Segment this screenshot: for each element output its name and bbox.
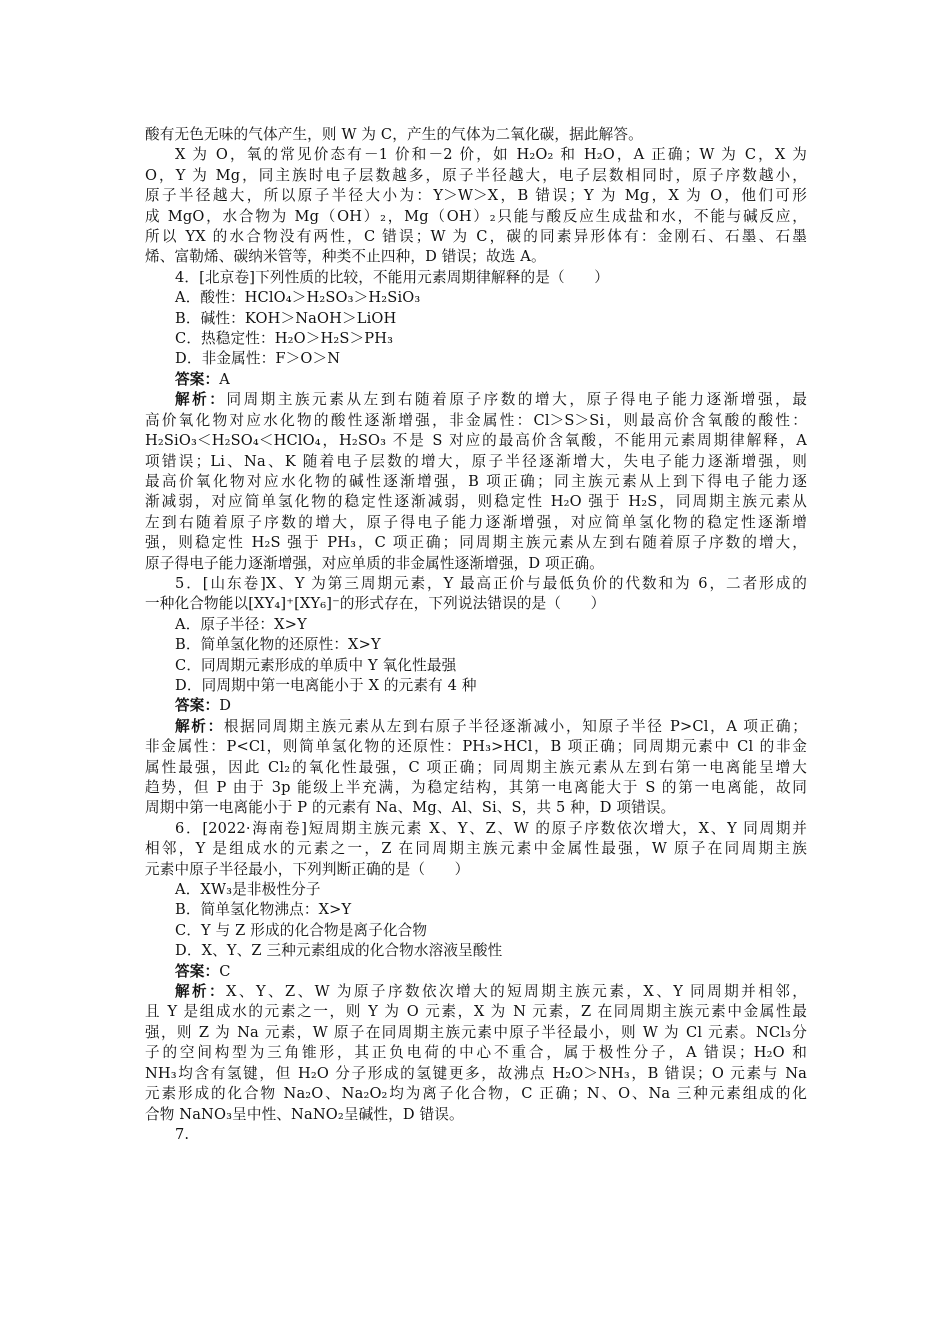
question-6-option-a: A．XW₃是非极性分子 <box>175 881 321 899</box>
question-4-analysis-line: 强，则稳定性 H₂S 强于 PH₃，C 项正确；同周期主族元素从左到右随着原子序数的增大， <box>145 534 807 552</box>
question-6-stem: 元素中原子半径最小，下列判断正确的是（ ） <box>145 860 470 878</box>
question-4-option-a: A．酸性：HClO₄＞H₂SO₃＞H₂SiO₃ <box>175 289 421 307</box>
question-7-stem: 7. <box>175 1125 190 1143</box>
answer-label: 答案： <box>175 697 220 715</box>
question-4-stem: 4．[北京卷]下列性质的比较，不能用元素周期律解释的是（ ） <box>175 268 609 286</box>
question-5-analysis-line: 周期中第一电离能小于 P 的元素有 Na、Mg、Al、Si、S，共 5 种，D 项错误。 <box>145 799 676 817</box>
analysis-text: 根据同周期主族元素从左到右原子半径逐渐减小，知原子半径 P>Cl，A 项正确； <box>223 717 807 735</box>
intro-paragraph-line: X 为 O，氧的常见价态有－1 价和－2 价，如 H₂O₂ 和 H₂O，A 正确；W 为 C，X 为 <box>175 146 807 164</box>
analysis-text: 同周期主族元素从左到右随着原子序数的增大，原子得电子能力逐渐增强，最 <box>226 391 807 409</box>
question-5-option-d: D．同周期中第一电离能小于 X 的元素有 4 种 <box>175 676 477 694</box>
answer-value: A <box>219 370 230 388</box>
question-4-option-b: B．碱性：KOH＞NaOH＞LiOH <box>175 309 397 327</box>
question-5-option-c: C．同周期元素形成的单质中 Y 氧化性最强 <box>175 656 457 674</box>
question-4-analysis-line: 左到右随着原子序数的增大，原子得电子能力逐渐增强，对应简单氢化物的稳定性逐渐增 <box>145 513 807 531</box>
answer-label: 答案： <box>175 370 220 388</box>
question-5-analysis-line: 属性最强，因此 Cl₂的氧化性最强，C 项正确；同周期主族元素从左到右第一电离能呈增大 <box>145 758 807 776</box>
intro-paragraph-line: 烯、富勒烯、碳纳米管等，种类不止四种，D 错误；故选 A。 <box>145 248 546 266</box>
question-6-analysis-line: 合物 NaNO₃呈中性、NaNO₂呈碱性，D 错误。 <box>145 1105 464 1123</box>
question-6-analysis-line: 子的空间构型为三角锥形，其正负电荷的中心不重合，属于极性分子，A 错误；H₂O 和 <box>145 1044 807 1062</box>
question-5-option-b: B．简单氢化物的还原性：X>Y <box>175 636 381 654</box>
intro-line: 酸有无色无味的气体产生，则 W 为 C，产生的气体为二氧化碳，据此解答。 <box>145 126 643 143</box>
question-4-analysis-line: 高价氧化物对应水化物的酸性逐渐增强，非金属性：Cl＞S＞Si，则最高价含氧酸的酸性： <box>145 411 807 429</box>
question-6-analysis-line: 元素形成的化合物 Na₂O、Na₂O₂均为离子化合物，C 正确；N、O、Na 三种元素组成的化 <box>145 1085 807 1103</box>
question-4-option-d: D．非金属性：F＞O＞N <box>175 350 341 368</box>
analysis-label: 解析： <box>175 717 224 735</box>
question-4-option-c: C．热稳定性：H₂O＞H₂S＞PH₃ <box>175 330 394 348</box>
question-4-answer <box>145 370 807 390</box>
document-page <box>145 125 807 1145</box>
question-4-analysis-line: H₂SiO₃＜H₂SO₄＜HClO₄，H₂SO₃ 不是 S 对应的最高价含氧酸，不能用元素周期律解释，A <box>145 432 807 450</box>
question-5-stem: 5．[山东卷]X、Y 为第三周期元素，Y 最高正价与最低负价的代数和为 6，二者形成的 <box>175 574 807 592</box>
question-6-analysis-line: 强，则 Z 为 Na 元素，W 原子在同周期主族元素中原子半径最小，则 W 为 Cl 元素。NCl₃分 <box>145 1023 807 1041</box>
analysis-text: X、Y、Z、W 为原子序数依次增大的短周期主族元素，X、Y 同周期并相邻， <box>226 983 807 1001</box>
question-5-stem: 一种化合物能以[XY₄]⁺[XY₆]⁻的形式存在，下列说法错误的是（ ） <box>145 595 606 613</box>
question-5-analysis-line: 趋势，但 P 由于 3p 能级上半充满，为稳定结构，其第一电离能大于 S 的第一电离能，故同 <box>145 779 807 796</box>
question-5-option-a: A．原子半径：X>Y <box>175 615 307 633</box>
question-6-stem: 相邻，Y 是组成水的元素之一，Z 在同周期主族元素中金属性最强，W 原子在同周期主族 <box>145 840 807 858</box>
question-6-answer <box>145 962 807 982</box>
intro-paragraph-line: 原子半径越大，所以原子半径大小为：Y＞W＞X，B 错误；Y 为 Mg，X 为 O，他们可形 <box>145 187 807 205</box>
intro-paragraph-line: O，Y 为 Mg，同主族时电子层数越多，原子半径越大，电子层数相同时，原子序数越小， <box>145 166 807 184</box>
question-4-analysis-line: 项错误；Li、Na、K 随着电子层数的增大，原子半径逐渐增大，失电子能力逐渐增强，则 <box>145 452 807 470</box>
question-6-stem: 6．[2022·海南卷]短周期主族元素 X、Y、Z、W 的原子序数依次增大，X、Y 同周期并 <box>175 819 807 837</box>
intro-paragraph-line: 成 MgO，水合物为 Mg（OH）₂，Mg（OH）₂只能与酸反应生成盐和水，不能与碱反应， <box>145 207 807 225</box>
question-6-analysis-line: NH₃均含有氢键，但 H₂O 分子形成的氢键更多，故沸点 H₂O＞NH₃，B 错误；O 元素与 Na <box>145 1064 807 1082</box>
intro-paragraph-line: 所以 YX 的水合物没有两性，C 错误；W 为 C，碳的同素异形体有：金刚石、石墨、石墨 <box>145 228 807 246</box>
question-6-analysis-line: 且 Y 是组成水的元素之一，则 Y 为 O 元素，X 为 N 元素，Z 在同周期主族元素中金属性最 <box>145 1003 807 1021</box>
question-4-analysis-line: 渐减弱，对应简单氢化物的稳定性逐渐减弱，则稳定性 H₂O 强于 H₂S，同周期主族元素从 <box>145 493 807 511</box>
question-6-option-d: D．X、Y、Z 三种元素组成的化合物水溶液呈酸性 <box>175 942 503 960</box>
question-5-analysis-line: 非金属性：P<Cl，则简单氢化物的还原性：PH₃>HCl，B 项正确；同周期元素中 Cl 的非金 <box>145 738 807 756</box>
question-5-analysis-line <box>145 717 807 737</box>
answer-label: 答案： <box>175 962 220 980</box>
analysis-label: 解析： <box>175 391 227 409</box>
question-4-analysis-line: 最高价氧化物对应水化物的碱性逐渐增强，B 项正确；同主族元素从上到下得电子能力逐 <box>145 472 807 490</box>
question-6-analysis-line <box>145 982 807 1002</box>
analysis-label: 解析： <box>175 983 227 1001</box>
question-6-option-c: C．Y 与 Z 形成的化合物是离子化合物 <box>175 921 428 939</box>
question-4-analysis-line <box>145 390 807 410</box>
question-4-analysis-line: 原子得电子能力逐渐增强，对应单质的非金属性逐渐增强，D 项正确。 <box>145 554 604 572</box>
answer-value: D <box>219 697 232 715</box>
answer-value: C <box>219 962 231 980</box>
question-5-answer <box>145 696 807 716</box>
question-6-option-b: B．简单氢化物沸点：X>Y <box>175 901 352 919</box>
